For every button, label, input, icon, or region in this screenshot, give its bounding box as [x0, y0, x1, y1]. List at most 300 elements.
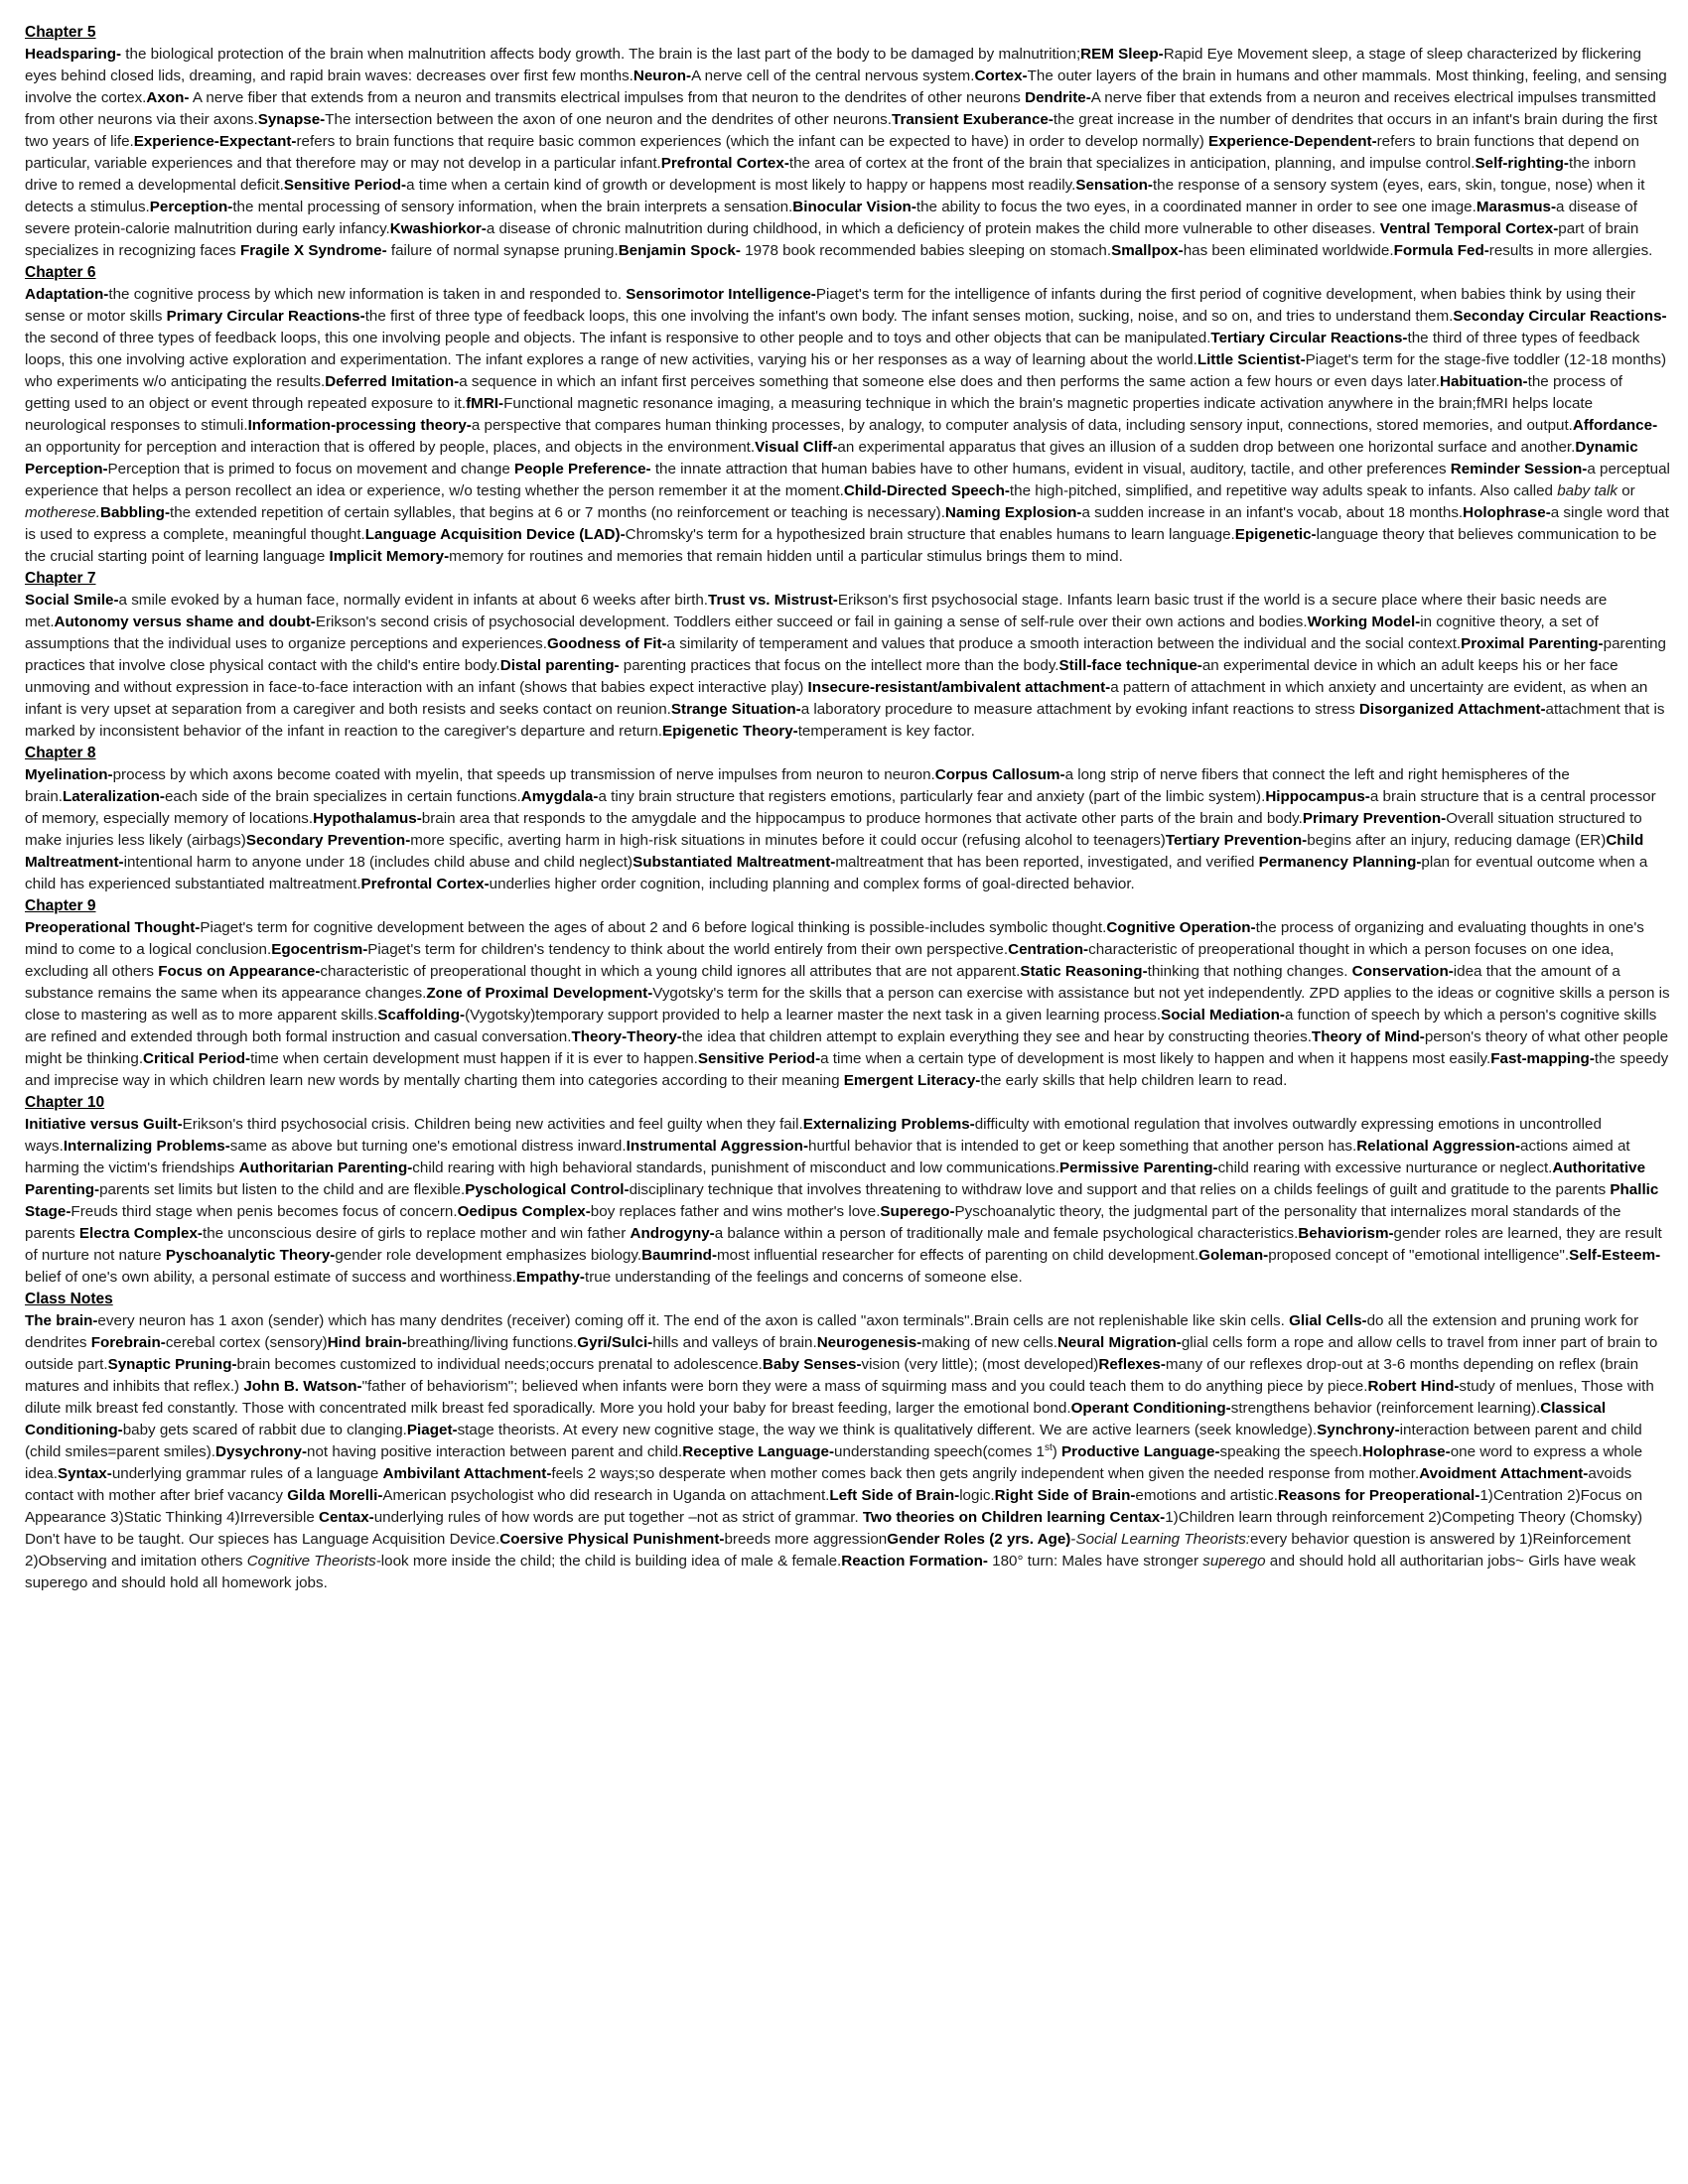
glossary-term: Gender Roles (2 yrs. Age) — [887, 1531, 1071, 1548]
glossary-term: Phallic Stage- — [25, 1181, 1659, 1220]
italic-text: Cognitive Theorists- — [246, 1553, 381, 1570]
glossary-term: Classical Conditioning- — [25, 1400, 1607, 1438]
glossary-term: Cortex- — [974, 68, 1028, 84]
glossary-definition: most influential researcher for effects of parenting on child development. — [717, 1247, 1199, 1264]
glossary-definition: Overall situation structured to make injuries less likely (airbags) — [25, 810, 1642, 849]
glossary-definition: a brain structure that is a central processor of memory, especially memory of locations. — [25, 788, 1656, 827]
glossary-term: Preoperational Thought- — [25, 919, 201, 936]
glossary-term: Holophrase- — [1362, 1443, 1451, 1460]
glossary-term: Self-righting- — [1475, 155, 1569, 172]
glossary-term: Coersive Physical Punishment- — [499, 1531, 725, 1548]
section-heading: Chapter 8 — [25, 745, 96, 761]
glossary-definition: breathing/living functions. — [406, 1334, 578, 1351]
glossary-term: Reaction Formation- — [841, 1553, 988, 1570]
glossary-definition: underlies higher order cognition, including planning and complex forms of goal-directed behavior. — [489, 876, 1135, 892]
glossary-definition: vision (very little); (most developed) — [861, 1356, 1099, 1373]
glossary-definition: Rapid Eye Movement sleep, a stage of sleep characterized by flickering eyes behind closed lids, dreaming, and rapid brain waves: decreases over first few months. — [25, 46, 1641, 84]
glossary-definition: refers to brain functions that require basic common experiences (which the infant can be expected to have) in order to develop normally) — [296, 133, 1208, 150]
glossary-definition: a smile evoked by a human face, normally evident in infants at about 6 weeks after birth. — [118, 592, 709, 609]
glossary-term: Information-processing theory- — [247, 417, 472, 434]
section-paragraph — [25, 284, 1671, 568]
glossary-term: Axon- — [146, 89, 190, 106]
glossary-definition: feels 2 ways;so desperate when mother comes back then gets angrily independent when given the needed response from mother. — [551, 1465, 1420, 1482]
glossary-term: Baby Senses- — [762, 1356, 862, 1373]
glossary-definition: underlying rules of how words are put together –not as strict of grammar. — [373, 1509, 863, 1526]
glossary-definition: attachment that is marked by inconsistent behavior of the infant in reaction to the caregiver's departure and return. — [25, 701, 1665, 740]
glossary-term: Dendrite- — [1025, 89, 1091, 106]
glossary-definition: breeds more aggression — [724, 1531, 888, 1548]
glossary-definition: study of menlues, Those with dilute milk breast fed constantly. Those with concentrated milk breast fed sporadically. More you hold your baby for breast feeding, larger the emotional bond. — [25, 1378, 1654, 1417]
glossary-definition: parenting practices that focus on the intellect more than the body. — [619, 657, 1059, 674]
section-paragraph — [25, 917, 1671, 1092]
glossary-term: Little Scientist- — [1196, 351, 1306, 368]
glossary-term: Ventral Temporal Cortex- — [1379, 220, 1559, 237]
glossary-term: Sensation- — [1075, 177, 1153, 194]
glossary-definition: the response of a sensory system (eyes, ears, skin, tongue, nose) when it detects a stimulus. — [25, 177, 1645, 215]
glossary-term: Receptive Language- — [682, 1443, 835, 1460]
glossary-definition: results in more allergies. — [1488, 242, 1653, 259]
glossary-term: Syntax- — [57, 1465, 112, 1482]
glossary-definition: the ability to focus the two eyes, in a coordinated manner in order to see one image. — [915, 199, 1477, 215]
glossary-definition: one word to express a whole idea. — [25, 1443, 1643, 1482]
glossary-term: Critical Period- — [143, 1050, 251, 1067]
glossary-term: Prefrontal Cortex- — [660, 155, 789, 172]
glossary-definition: belief of one's own ability, a personal estimate of success and worthiness. — [25, 1269, 516, 1286]
glossary-definition: Pyschoanalytic theory, the judgmental part of the personality that internalizes moral standards of the parents — [25, 1203, 1621, 1242]
glossary-definition: the mental processing of sensory information, when the brain interprets a sensation. — [232, 199, 793, 215]
glossary-definition: Piaget's term for the intelligence of infants during the first period of cognitive development, when babies think by using their sense or motor skills — [25, 286, 1636, 325]
glossary-definition: Piaget's term for the stage-five toddler (12-18 months) who experiments w/o anticipating the results. — [25, 351, 1667, 390]
glossary-definition: an experimental apparatus that gives an illusion of a sudden drop between one horizontal surface and another. — [837, 439, 1576, 456]
glossary-definition: a time when a certain type of development is most likely to happen and when it happens most easily. — [820, 1050, 1491, 1067]
glossary-definition: the innate attraction that human babies have to other humans, evident in visual, auditory, tactile, and other preferences — [650, 461, 1451, 478]
glossary-term: Amygdala- — [520, 788, 599, 805]
glossary-term: Hippocampus- — [1265, 788, 1370, 805]
glossary-definition: a tiny brain structure that registers emotions, particularly fear and anxiety (part of the limbic system). — [598, 788, 1266, 805]
glossary-definition: strengthens behavior (reinforcement learning). — [1230, 1400, 1541, 1417]
glossary-definition: Erikson's third psychosocial crisis. Children being new activities and feel guilty when they fail. — [182, 1116, 803, 1133]
glossary-term: Avoidment Attachment- — [1419, 1465, 1589, 1482]
glossary-definition: language theory that believes communication to be the crucial starting point of learning language — [25, 526, 1657, 565]
glossary-definition: logic. — [959, 1487, 995, 1504]
glossary-definition: process by which axons become coated with myelin, that speeds up transmission of nerve impulses from neuron to neuron. — [112, 766, 935, 783]
glossary-term: Habituation- — [1440, 373, 1528, 390]
glossary-term: Benjamin Spock- — [618, 242, 741, 259]
glossary-definition: parents set limits but listen to the child and are flexible. — [99, 1181, 466, 1198]
section-paragraph — [25, 1310, 1671, 1594]
glossary-term: Two theories on Children learning Centax- — [862, 1509, 1166, 1526]
section-heading: Chapter 5 — [25, 24, 96, 41]
glossary-term: Dysychrony- — [215, 1443, 308, 1460]
glossary-definition: not having positive interaction between parent and child. — [307, 1443, 683, 1460]
glossary-definition: gender roles are learned, they are result of nurture not nature — [25, 1225, 1662, 1264]
glossary-definition: boy replaces father and wins mother's love. — [590, 1203, 881, 1220]
glossary-term: Synaptic Pruning- — [107, 1356, 237, 1373]
glossary-definition: speaking the speech. — [1219, 1443, 1363, 1460]
glossary-definition: cerebal cortex (sensory) — [165, 1334, 328, 1351]
glossary-definition: the second of three types of feedback loops, this one involving people and objects. The infant is responsive to other people and to toys and other objects that can be manipulated. — [25, 330, 1211, 346]
glossary-definition: a perceptual experience that helps a person recollect an idea or experience, w/o testing whether the person remember it at the moment. — [25, 461, 1670, 499]
glossary-term: Experience-Dependent- — [1207, 133, 1377, 150]
glossary-definition: a similarity of temperament and values that produce a smooth interaction between the individual and the social context. — [666, 635, 1462, 652]
glossary-definition: intentional harm to anyone under 18 (includes child abuse and child neglect) — [123, 854, 633, 871]
glossary-definition: Chromsky's term for a hypothesized brain structure that enables humans to learn language. — [625, 526, 1235, 543]
glossary-definition: A nerve fiber that extends from a neuron and receives electrical impulses transmitted from other neurons via their axons. — [25, 89, 1656, 128]
glossary-term: Reflexes- — [1098, 1356, 1166, 1373]
glossary-definition: a function of speech by which a person's cognitive skills are refined and extended through both formal instruction and casual conversation. — [25, 1007, 1657, 1045]
glossary-term: Deferred Imitation- — [325, 373, 460, 390]
glossary-term: Glial Cells- — [1289, 1312, 1367, 1329]
glossary-definition: an experimental device in which an adult keeps his or her face unmoving and without expression in face-to-face interaction with an infant (shows that babies expect interactive play) — [25, 657, 1618, 696]
glossary-term: Synapse- — [257, 111, 326, 128]
glossary-definition: or — [1617, 482, 1635, 499]
glossary-definition: Piaget's term for children's tendency to think about the world entirely from their own perspective. — [367, 941, 1009, 958]
glossary-definition: do all the extension and pruning work for dendrites — [25, 1312, 1639, 1351]
glossary-definition: a balance within a person of traditionally male and female psychological characteristics. — [714, 1225, 1299, 1242]
glossary-term: Scaffolding- — [377, 1007, 466, 1024]
glossary-definition: many of our reflexes drop-out at 3-6 months depending on reflex (brain matures and inhibits that reflex.) — [25, 1356, 1639, 1395]
glossary-term: Reminder Session- — [1450, 461, 1588, 478]
glossary-term: Focus on Appearance- — [158, 963, 321, 980]
glossary-term: Empathy- — [515, 1269, 585, 1286]
glossary-term: Ambivilant Attachment- — [382, 1465, 552, 1482]
glossary-definition: 1)Children learn through reinforcement 2)Competing Theory (Chomsky) Don't have to be taught. Our spieces has Language Acquisition Device. — [25, 1509, 1643, 1548]
glossary-definition: the extended repetition of certain syllables, that begins at 6 or 7 months (no reinforcement or teaching is necessary). — [170, 504, 945, 521]
glossary-definition: the cognitive process by which new information is taken in and responded to. — [108, 286, 627, 303]
glossary-definition: each side of the brain specializes in certain functions. — [164, 788, 521, 805]
glossary-definition: same as above but turning one's emotional distress inward. — [229, 1138, 627, 1155]
glossary-term: Dynamic Perception- — [25, 439, 1638, 478]
glossary-term: Headsparing- — [25, 46, 122, 63]
glossary-term: Gyri/Sulci- — [577, 1334, 653, 1351]
glossary-definition: child rearing with excessive nurturance or neglect. — [1217, 1160, 1553, 1176]
glossary-term: Cognitive Operation- — [1106, 919, 1256, 936]
glossary-term: Goleman- — [1198, 1247, 1269, 1264]
glossary-term: Operant Conditioning- — [1070, 1400, 1231, 1417]
glossary-definition: plan for eventual outcome when a child has experienced substantiated maltreatment. — [25, 854, 1648, 892]
glossary-definition: a time when a certain kind of growth or development is most likely to happy or happens most readily. — [406, 177, 1076, 194]
glossary-term: Epigenetic Theory- — [661, 723, 798, 740]
glossary-definition: look more inside the child; the child is building idea of male & female. — [380, 1553, 842, 1570]
glossary-term: fMRI- — [466, 395, 504, 412]
glossary-term: Pyschological Control- — [465, 1181, 630, 1198]
glossary-term: Goodness of Fit- — [546, 635, 667, 652]
section-heading: Class Notes — [25, 1291, 113, 1307]
glossary-definition: brain becomes customized to individual needs;occurs prenatal to adolescence. — [236, 1356, 763, 1373]
glossary-definition: hurtful behavior that is intended to get or keep something that another person has. — [808, 1138, 1357, 1155]
glossary-definition: A nerve fiber that extends from a neuron and transmits electrical impulses from that neuron to the dendrites of other neurons — [189, 89, 1026, 106]
glossary-definition: begins after an injury, reducing damage (ER) — [1307, 832, 1607, 849]
glossary-definition: a pattern of attachment in which anxiety and uncertainty are evident, as when an infant is very upset at separation from a caregiver and both resists and seeks contact on reunion. — [25, 679, 1648, 718]
glossary-definition: characteristic of preoperational thought in which a person focuses on one idea, excluding all others — [25, 941, 1615, 980]
glossary-term: Primary Circular Reactions- — [166, 308, 365, 325]
glossary-term: Perception- — [149, 199, 233, 215]
glossary-term: Experience-Expectant- — [133, 133, 297, 150]
glossary-term: Gilda Morelli- — [287, 1487, 383, 1504]
glossary-definition: underlying grammar rules of a language — [111, 1465, 383, 1482]
glossary-definition: the inborn drive to remed a developmental deficit. — [25, 155, 1636, 194]
glossary-term: Naming Explosion- — [944, 504, 1082, 521]
glossary-term: Corpus Callosum- — [934, 766, 1065, 783]
glossary-definition: actions aimed at harming the victim's friendships — [25, 1138, 1630, 1176]
glossary-term: Transient Exuberance- — [892, 111, 1054, 128]
glossary-term: Hind brain- — [327, 1334, 407, 1351]
glossary-term: Internalizing Problems- — [63, 1138, 230, 1155]
glossary-definition: the process of organizing and evaluating thoughts in one's mind to come to a logical conclusion. — [25, 919, 1644, 958]
glossary-term: Relational Aggression- — [1356, 1138, 1521, 1155]
glossary-definition: person's theory of what other people might be thinking. — [25, 1028, 1669, 1067]
glossary-term: Behaviorism- — [1298, 1225, 1394, 1242]
glossary-term: Forebrain- — [90, 1334, 166, 1351]
glossary-definition: refers to brain functions that depend on particular, variable experiences and that therefore may or may not develop in a particular infant. — [25, 133, 1639, 172]
glossary-definition: thinking that nothing changes. — [1147, 963, 1352, 980]
glossary-term: Primary Prevention- — [1302, 810, 1447, 827]
glossary-definition: brain area that responds to the amygdale and the hippocampus to produce hormones that activate other parts of the brain and body. — [421, 810, 1303, 827]
glossary-definition: the speedy and imprecise way in which children learn new words by mentally charting them into categories according to their meaning — [25, 1050, 1669, 1089]
glossary-definition: in cognitive theory, a set of assumptions that the individual uses to organize perceptions and experiences. — [25, 614, 1599, 652]
glossary-term: Neuron- — [633, 68, 692, 84]
glossary-term: Fast-mapping- — [1490, 1050, 1595, 1067]
glossary-term: Right Side of Brain- — [994, 1487, 1136, 1504]
glossary-term: Conservation- — [1351, 963, 1454, 980]
glossary-term: Egocentrism- — [271, 941, 368, 958]
glossary-term: People Preference- — [514, 461, 651, 478]
glossary-definition: the third of three types of feedback loops, this one involving active exploration and experimentation. The infant explores a range of new activities, varying his or her responses as a way of learning about the world. — [25, 330, 1640, 368]
glossary-term: Still-face technique- — [1058, 657, 1202, 674]
glossary-definition: The outer layers of the brain in humans and other mammals. Most thinking, feeling, and sensing involve the cortex. — [25, 68, 1667, 106]
glossary-term: Strange Situation- — [670, 701, 801, 718]
glossary-definition: emotions and artistic. — [1135, 1487, 1278, 1504]
glossary-term: Trust vs. Mistrust- — [708, 592, 838, 609]
glossary-definition: a sudden increase in an infant's vocab, about 18 months. — [1081, 504, 1464, 521]
glossary-term: Centax- — [319, 1509, 374, 1526]
glossary-definition: has been eliminated worldwide. — [1183, 242, 1394, 259]
glossary-definition: Freuds third stage when penis becomes focus of concern. — [70, 1203, 458, 1220]
glossary-definition: the early skills that help children learn to read. — [980, 1072, 1288, 1089]
glossary-term: Child-Directed Speech- — [843, 482, 1010, 499]
section-paragraph — [25, 1114, 1671, 1289]
glossary-definition: time when certain development must happen if it is ever to happen. — [250, 1050, 698, 1067]
glossary-term: Secondary Prevention- — [245, 832, 411, 849]
glossary-term: Autonomy versus shame and doubt- — [54, 614, 316, 630]
glossary-term: Robert Hind- — [1367, 1378, 1460, 1395]
glossary-definition: The intersection between the axon of one neuron and the dendrites of other neurons. — [325, 111, 892, 128]
glossary-term: Smallpox- — [1111, 242, 1184, 259]
glossary-definition: Functional magnetic resonance imaging, a measuring technique in which the brain's magnetic properties indicate activation anywhere in the brain;fMRI helps locate neurological responses to stimuli. — [25, 395, 1594, 434]
glossary-term: Electra Complex- — [78, 1225, 203, 1242]
section-paragraph — [25, 764, 1671, 895]
glossary-term: Baumrind- — [641, 1247, 717, 1264]
glossary-definition: the idea that children attempt to explain everything they see and hear by constructing theories. — [681, 1028, 1312, 1045]
glossary-term: Implicit Memory- — [329, 548, 450, 565]
glossary-term: Oedipus Complex- — [457, 1203, 591, 1220]
glossary-definition: Piaget's term for cognitive development between the ages of about 2 and 6 before logical thinking is possible-includes symbolic thought. — [200, 919, 1107, 936]
glossary-term: Left Side of Brain- — [829, 1487, 960, 1504]
glossary-term: Binocular Vision- — [792, 199, 916, 215]
glossary-definition: the biological protection of the brain when malnutrition affects body growth. The brain is the last part of the body to be damaged by malnutrition; — [121, 46, 1081, 63]
italic-text: superego — [1202, 1553, 1266, 1570]
glossary-term: REM Sleep- — [1080, 46, 1164, 63]
glossary-term: Substantiated Maltreatment- — [633, 854, 836, 871]
glossary-term: Zone of Proximal Development- — [426, 985, 653, 1002]
glossary-term: Superego- — [880, 1203, 955, 1220]
glossary-definition: a disease of severe protein-calorie malnutrition during early infancy. — [25, 199, 1637, 237]
glossary-definition: the area of cortex at the front of the brain that specializes in anticipation, planning, and impulse control. — [788, 155, 1476, 172]
glossary-term: Lateralization- — [63, 788, 165, 805]
section-paragraph — [25, 44, 1671, 262]
glossary-term: Holophrase- — [1463, 504, 1551, 521]
glossary-definition: child rearing with high behavioral standards, punishment of misconduct and low communications. — [412, 1160, 1060, 1176]
section-heading: Chapter 10 — [25, 1094, 105, 1111]
glossary-definition: disciplinary technique that involves threatening to withdraw love and support and that relies on a childs feelings of guilt and gratitude to the parents — [629, 1181, 1611, 1198]
section-heading: Chapter 7 — [25, 570, 96, 587]
glossary-term: Self-Esteem- — [1569, 1247, 1661, 1264]
section-heading: Chapter 9 — [25, 897, 96, 914]
glossary-definition: glial cells form a rope and allow cells to travel from inner part of brain to outside part. — [25, 1334, 1658, 1373]
glossary-term: Marasmus- — [1476, 199, 1557, 215]
glossary-term: Neurogenesis- — [816, 1334, 922, 1351]
glossary-definition: Vygotsky's term for the skills that a person can exercise with assistance but not yet independently. ZPD applies to the ideas or cognitive skills a person is close to mastering as well as to more apparent skills. — [25, 985, 1670, 1024]
glossary-term: Tertiary Circular Reactions- — [1210, 330, 1408, 346]
glossary-definition: 180° turn: Males have stronger — [987, 1553, 1203, 1570]
glossary-term: Reasons for Preoperational- — [1277, 1487, 1480, 1504]
glossary-definition: baby gets scared of rabbit due to clanging. — [122, 1422, 407, 1438]
glossary-term: Distal parenting- — [499, 657, 620, 674]
glossary-term: Hypothalamus- — [313, 810, 422, 827]
glossary-term: Permissive Parenting- — [1059, 1160, 1218, 1176]
glossary-term: Neural Migration- — [1056, 1334, 1182, 1351]
glossary-definition: understanding speech(comes 1 — [834, 1443, 1045, 1460]
glossary-definition: ) — [1052, 1443, 1062, 1460]
glossary-term: Synchrony- — [1317, 1422, 1400, 1438]
glossary-definition: American psychologist who did research in Uganda on attachment. — [382, 1487, 830, 1504]
glossary-definition: failure of normal synapse pruning. — [386, 242, 619, 259]
glossary-term: Myelination- — [25, 766, 113, 783]
glossary-definition: a single word that is used to express a complete, meaningful thought. — [25, 504, 1669, 543]
glossary-definition: a long strip of nerve fibers that connect the left and right hemispheres of the brain. — [25, 766, 1570, 805]
glossary-term: Child Maltreatment- — [25, 832, 1644, 871]
glossary-definition: an opportunity for perception and interaction that is offered by people, places, and objects in the environment. — [25, 439, 756, 456]
glossary-definition: more specific, averting harm in high-risk situations in minutes before it could occur (refusing alcohol to teenagers) — [410, 832, 1166, 849]
glossary-term: Androgyny- — [630, 1225, 715, 1242]
glossary-term: Externalizing Problems- — [802, 1116, 975, 1133]
glossary-definition: difficulty with emotional regulation that involves outwardly expressing emotions in uncontrolled ways. — [25, 1116, 1602, 1155]
glossary-definition: temperament is key factor. — [797, 723, 975, 740]
glossary-definition: proposed concept of "emotional intelligence". — [1268, 1247, 1570, 1264]
glossary-definition: maltreatment that has been reported, investigated, and verified — [835, 854, 1259, 871]
glossary-definition: 1)Centration 2)Focus on Appearance 3)Static Thinking 4)Irreversible — [25, 1487, 1643, 1526]
glossary-term: Sensorimotor Intelligence- — [626, 286, 816, 303]
glossary-term: Fragile X Syndrome- — [239, 242, 387, 259]
glossary-term: Pyschoanalytic Theory- — [165, 1247, 336, 1264]
glossary-term: Authoritarian Parenting- — [238, 1160, 413, 1176]
glossary-definition: Erikson's second crisis of psychosocial development. Toddlers either succeed or fail in gaining a sense of self-rule over their own actions and bodies. — [315, 614, 1308, 630]
glossary-definition: a disease of chronic malnutrition during childhood, in which a deficiency of protein makes the child more vulnerable to other diseases. — [486, 220, 1380, 237]
glossary-term: Adaptation- — [25, 286, 109, 303]
glossary-term: John B. Watson- — [243, 1378, 362, 1395]
glossary-definition: parenting practices that involve close physical contact with the child's entire body. — [25, 635, 1666, 674]
glossary-definition: Perception that is primed to focus on movement and change — [107, 461, 515, 478]
glossary-term: Prefrontal Cortex- — [360, 876, 490, 892]
glossary-term: Visual Cliff- — [755, 439, 838, 456]
glossary-definition: a perspective that compares human thinking processes, by analogy, to computer analysis of data, including sensory input, connections, stored memories, and output. — [471, 417, 1573, 434]
glossary-definition: stage theorists. At every new cognitive stage, the way we think is qualitatively different. We are active learners (seek knowledge). — [457, 1422, 1318, 1438]
glossary-term: Social Smile- — [25, 592, 119, 609]
glossary-term: Affordance- — [1572, 417, 1658, 434]
glossary-definition: the process of getting used to an object or event through repeated exposure to it. — [25, 373, 1623, 412]
glossary-definition: a laboratory procedure to measure attachment by evoking infant reactions to stress — [800, 701, 1359, 718]
glossary-term: Emergent Literacy- — [843, 1072, 981, 1089]
glossary-term: Theory-Theory- — [571, 1028, 682, 1045]
glossary-definition: Erikson's first psychosocial stage. Infants learn basic trust if the world is a secure place where their basic needs are met. — [25, 592, 1608, 630]
glossary-term: Sensitive Period- — [283, 177, 407, 194]
glossary-term: Tertiary Prevention- — [1165, 832, 1308, 849]
glossary-definition: (Vygotsky)temporary support provided to help a learner master the next task in a given learning process. — [465, 1007, 1162, 1024]
glossary-definition: idea that the amount of a substance remains the same when its appearance changes. — [25, 963, 1620, 1002]
glossary-term: Epigenetic- — [1234, 526, 1317, 543]
glossary-term: Piaget- — [406, 1422, 458, 1438]
glossary-term: Static Reasoning- — [1020, 963, 1148, 980]
glossary-term: Productive Language- — [1061, 1443, 1220, 1460]
glossary-definition: a sequence in which an infant first perceives something that someone else does and then performs the same action a few hours or even days later. — [459, 373, 1441, 390]
glossary-definition: memory for routines and memories that remain hidden until a particular stimulus brings them to mind. — [449, 548, 1123, 565]
glossary-definition: hills and valleys of brain. — [652, 1334, 817, 1351]
glossary-term: Initiative versus Guilt- — [25, 1116, 183, 1133]
glossary-definition: gender role development emphasizes biology. — [335, 1247, 642, 1264]
italic-text: motherese. — [25, 504, 100, 521]
glossary-definition: A nerve cell of the central nervous system. — [691, 68, 975, 84]
glossary-definition: the unconscious desire of girls to replace mother and win father — [202, 1225, 631, 1242]
glossary-term: Permanency Planning- — [1258, 854, 1422, 871]
glossary-term: The brain- — [25, 1312, 98, 1329]
glossary-definition: 1978 book recommended babies sleeping on stomach. — [740, 242, 1112, 259]
glossary-definition: avoids contact with mother after brief vacancy — [25, 1465, 1632, 1504]
section-paragraph — [25, 590, 1671, 743]
glossary-term: Theory of Mind- — [1311, 1028, 1425, 1045]
glossary-definition: and should hold all authoritarian jobs~ Girls have weak superego and should hold all homework jobs. — [25, 1553, 1636, 1591]
glossary-definition: the high-pitched, simplified, and repetitive way adults speak to infants. Also called — [1009, 482, 1558, 499]
glossary-definition: the great increase in the number of dendrites that occurs in an infant's brain during the first two years of life. — [25, 111, 1658, 150]
glossary-term: Working Model- — [1307, 614, 1421, 630]
glossary-definition: every behavior question is answered by 1)Reinforcement 2)Observing and imitation others — [25, 1531, 1631, 1570]
glossary-term: Formula Fed- — [1393, 242, 1489, 259]
superscript: st — [1044, 1441, 1053, 1453]
glossary-definition: - — [1070, 1531, 1076, 1548]
italic-text: Social Learning Theorists: — [1075, 1531, 1251, 1548]
glossary-term: Disorganized Attachment- — [1358, 701, 1546, 718]
glossary-definition: true understanding of the feelings and concerns of someone else. — [585, 1269, 1023, 1286]
document-page — [25, 22, 1671, 1594]
glossary-term: Centration- — [1008, 941, 1089, 958]
glossary-term: Seconday Circular Reactions- — [1453, 308, 1667, 325]
glossary-term: Babbling- — [99, 504, 171, 521]
glossary-definition: interaction between parent and child (child smiles=parent smiles). — [25, 1422, 1642, 1460]
section-heading: Chapter 6 — [25, 264, 96, 281]
glossary-definition: "father of behaviorism"; believed when infants were born they were a mass of squirming mass and you could teach them to do anything piece by piece. — [361, 1378, 1368, 1395]
glossary-definition: making of new cells. — [921, 1334, 1057, 1351]
glossary-definition: characteristic of preoperational thought in which a young child ignores all attributes that are not apparent. — [320, 963, 1021, 980]
glossary-term: Instrumental Aggression- — [626, 1138, 809, 1155]
glossary-term: Language Acquisition Device (LAD)- — [364, 526, 626, 543]
glossary-definition: every neuron has 1 axon (sender) which has many dendrites (receiver) coming off it. The end of the axon is called "axon terminals".Brain cells are not replenishable like skin cells. — [97, 1312, 1290, 1329]
glossary-term: Sensitive Period- — [697, 1050, 821, 1067]
glossary-definition: the first of three type of feedback loops, this one involving the infant's own body. The infant senses motion, sucking, noise, and so on, and tries to understand them. — [364, 308, 1454, 325]
glossary-term: Insecure-resistant/ambivalent attachment- — [807, 679, 1111, 696]
glossary-term: Authoritative Parenting- — [25, 1160, 1646, 1198]
glossary-term: Social Mediation- — [1161, 1007, 1285, 1024]
glossary-definition: part of brain specializes in recognizing faces — [25, 220, 1639, 259]
glossary-term: Proximal Parenting- — [1461, 635, 1604, 652]
